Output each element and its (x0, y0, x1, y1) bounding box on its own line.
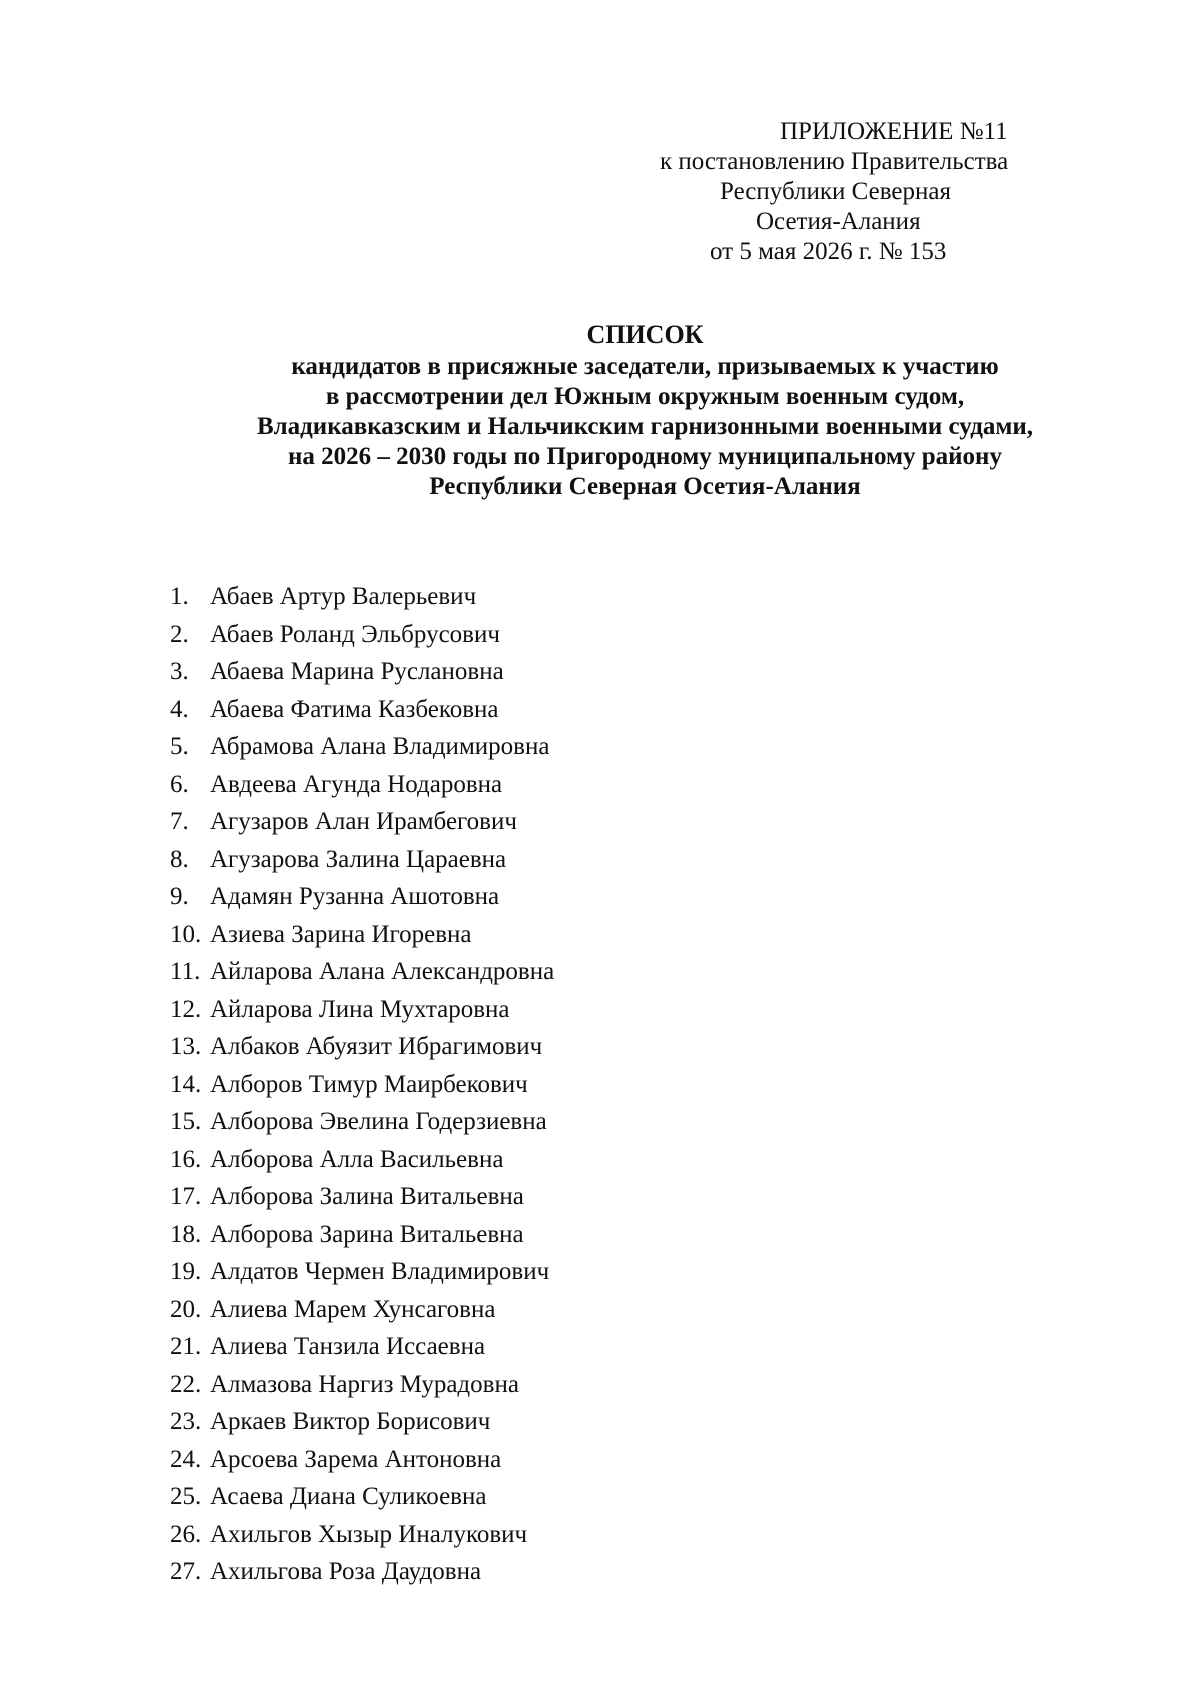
list-item (0, 1553, 1200, 1591)
list-item-number: 15. (170, 1108, 202, 1135)
list-item-number: 10. (170, 920, 202, 948)
list-item-number: 18. (170, 1220, 202, 1248)
list-item-name: Арсоева Зарема Антоновна (210, 1445, 502, 1473)
list-item (0, 616, 1200, 654)
list-item (0, 1028, 1200, 1066)
title-main: СПИСОК (586, 320, 704, 349)
list-item (0, 1291, 1200, 1329)
title-line-4: на 2026 – 2030 годы по Пригородному муниципальному району (288, 443, 1002, 470)
list-item-name: Абаева Марина Руслановна (210, 658, 504, 685)
list-item (0, 1516, 1200, 1554)
document-title (0, 320, 1200, 502)
list-item-number: 19. (170, 1258, 202, 1285)
list-item-name: Алборова Эвелина Годерзиевна (210, 1108, 547, 1135)
list-item-name: Алборова Алла Васильевна (210, 1145, 504, 1173)
list-item-name: Авдеева Агунда Нодаровна (210, 770, 503, 798)
list-item-number: 16. (170, 1145, 202, 1173)
list-item (0, 578, 1200, 616)
list-item-number: 26. (170, 1520, 202, 1548)
list-item-number: 27. (170, 1558, 202, 1585)
annex-date: от 5 мая 2026 г. № 153 (710, 238, 947, 265)
list-item-number: 4. (170, 695, 189, 723)
list-item (0, 1141, 1200, 1179)
list-item (0, 1478, 1200, 1516)
list-item (0, 916, 1200, 954)
list-item-number: 9. (170, 883, 189, 910)
list-item-name: Агузарова Залина Цараевна (210, 845, 507, 873)
list-item (0, 653, 1200, 691)
list-item-number: 22. (170, 1370, 202, 1398)
list-item-name: Абрамова Алана Владимировна (210, 733, 550, 760)
list-item-number: 24. (170, 1445, 202, 1473)
list-item-name: Асаева Диана Суликоевна (210, 1483, 487, 1510)
list-item (0, 691, 1200, 729)
list-item-number: 13. (170, 1033, 202, 1060)
list-item-number: 17. (170, 1183, 202, 1210)
list-item (0, 1441, 1200, 1479)
list-item (0, 1366, 1200, 1404)
list-item-name: Алиева Марем Хунсаговна (210, 1295, 496, 1323)
annex-number: ПРИЛОЖЕНИЕ №11 (780, 118, 1008, 145)
list-item (0, 1328, 1200, 1366)
list-item (0, 766, 1200, 804)
list-item-number: 7. (170, 808, 189, 835)
list-item (0, 1066, 1200, 1104)
list-item-number: 1. (170, 583, 189, 610)
list-item-number: 5. (170, 733, 189, 760)
annex-reference: к постановлению Правительства (660, 148, 1009, 175)
list-item-name: Алдатов Чермен Владимирович (210, 1258, 550, 1285)
list-item-name: Алборова Зарина Витальевна (210, 1220, 524, 1248)
list-item-name: Айларова Алана Александровна (210, 958, 555, 985)
list-item (0, 953, 1200, 991)
list-item-number: 14. (170, 1070, 202, 1098)
candidate-list (0, 578, 1200, 1591)
list-item (0, 878, 1200, 916)
list-item-number: 12. (170, 995, 202, 1023)
list-item-name: Ахильгов Хызыр Иналукович (210, 1520, 528, 1548)
title-line-1: кандидатов в присяжные заседатели, призываемых к участию (291, 353, 999, 380)
annex-republic: Республики Северная (720, 178, 951, 205)
list-item-number: 2. (170, 620, 189, 648)
list-item (0, 1178, 1200, 1216)
list-item-name: Алборова Залина Витальевна (210, 1183, 524, 1210)
list-item-name: Аркаев Виктор Борисович (210, 1408, 491, 1435)
list-item (0, 728, 1200, 766)
list-item-number: 25. (170, 1483, 202, 1510)
list-item-name: Алборов Тимур Маирбекович (210, 1070, 528, 1098)
list-item-name: Абаев Артур Валерьевич (210, 583, 477, 610)
list-item (0, 1216, 1200, 1254)
list-item-name: Абаев Роланд Эльбрусович (210, 620, 500, 648)
list-item (0, 991, 1200, 1029)
list-item (0, 841, 1200, 879)
list-item (0, 1253, 1200, 1291)
list-item (0, 1403, 1200, 1441)
list-item (0, 803, 1200, 841)
list-item-name: Алмазова Наргиз Мурадовна (210, 1370, 519, 1398)
list-item-number: 23. (170, 1408, 202, 1435)
list-item-name: Адамян Рузанна Ашотовна (210, 883, 500, 910)
list-item (0, 1103, 1200, 1141)
list-item-number: 3. (170, 658, 189, 685)
title-line-3: Владикавказским и Нальчикским гарнизонными военными судами, (256, 413, 1034, 440)
list-item-name: Айларова Лина Мухтаровна (210, 995, 510, 1023)
title-line-5: Республики Северная Осетия-Алания (429, 473, 861, 500)
list-item-number: 6. (170, 770, 189, 798)
list-item-number: 11. (170, 958, 201, 985)
list-item-name: Агузаров Алан Ирамбегович (210, 808, 517, 835)
list-item-number: 21. (170, 1333, 202, 1360)
list-item-name: Албаков Абуязит Ибрагимович (210, 1033, 543, 1060)
title-line-2: в рассмотрении дел Южным окружным военным судом, (325, 383, 965, 410)
list-item-name: Абаева Фатима Казбековна (210, 695, 499, 723)
list-item-name: Алиева Танзила Иссаевна (210, 1333, 486, 1360)
list-item-name: Азиева Зарина Игоревна (210, 920, 472, 948)
list-item-number: 20. (170, 1295, 202, 1323)
annex-region: Осетия-Алания (756, 208, 921, 235)
list-item-number: 8. (170, 845, 189, 873)
list-item-name: Ахильгова Роза Даудовна (210, 1558, 482, 1585)
